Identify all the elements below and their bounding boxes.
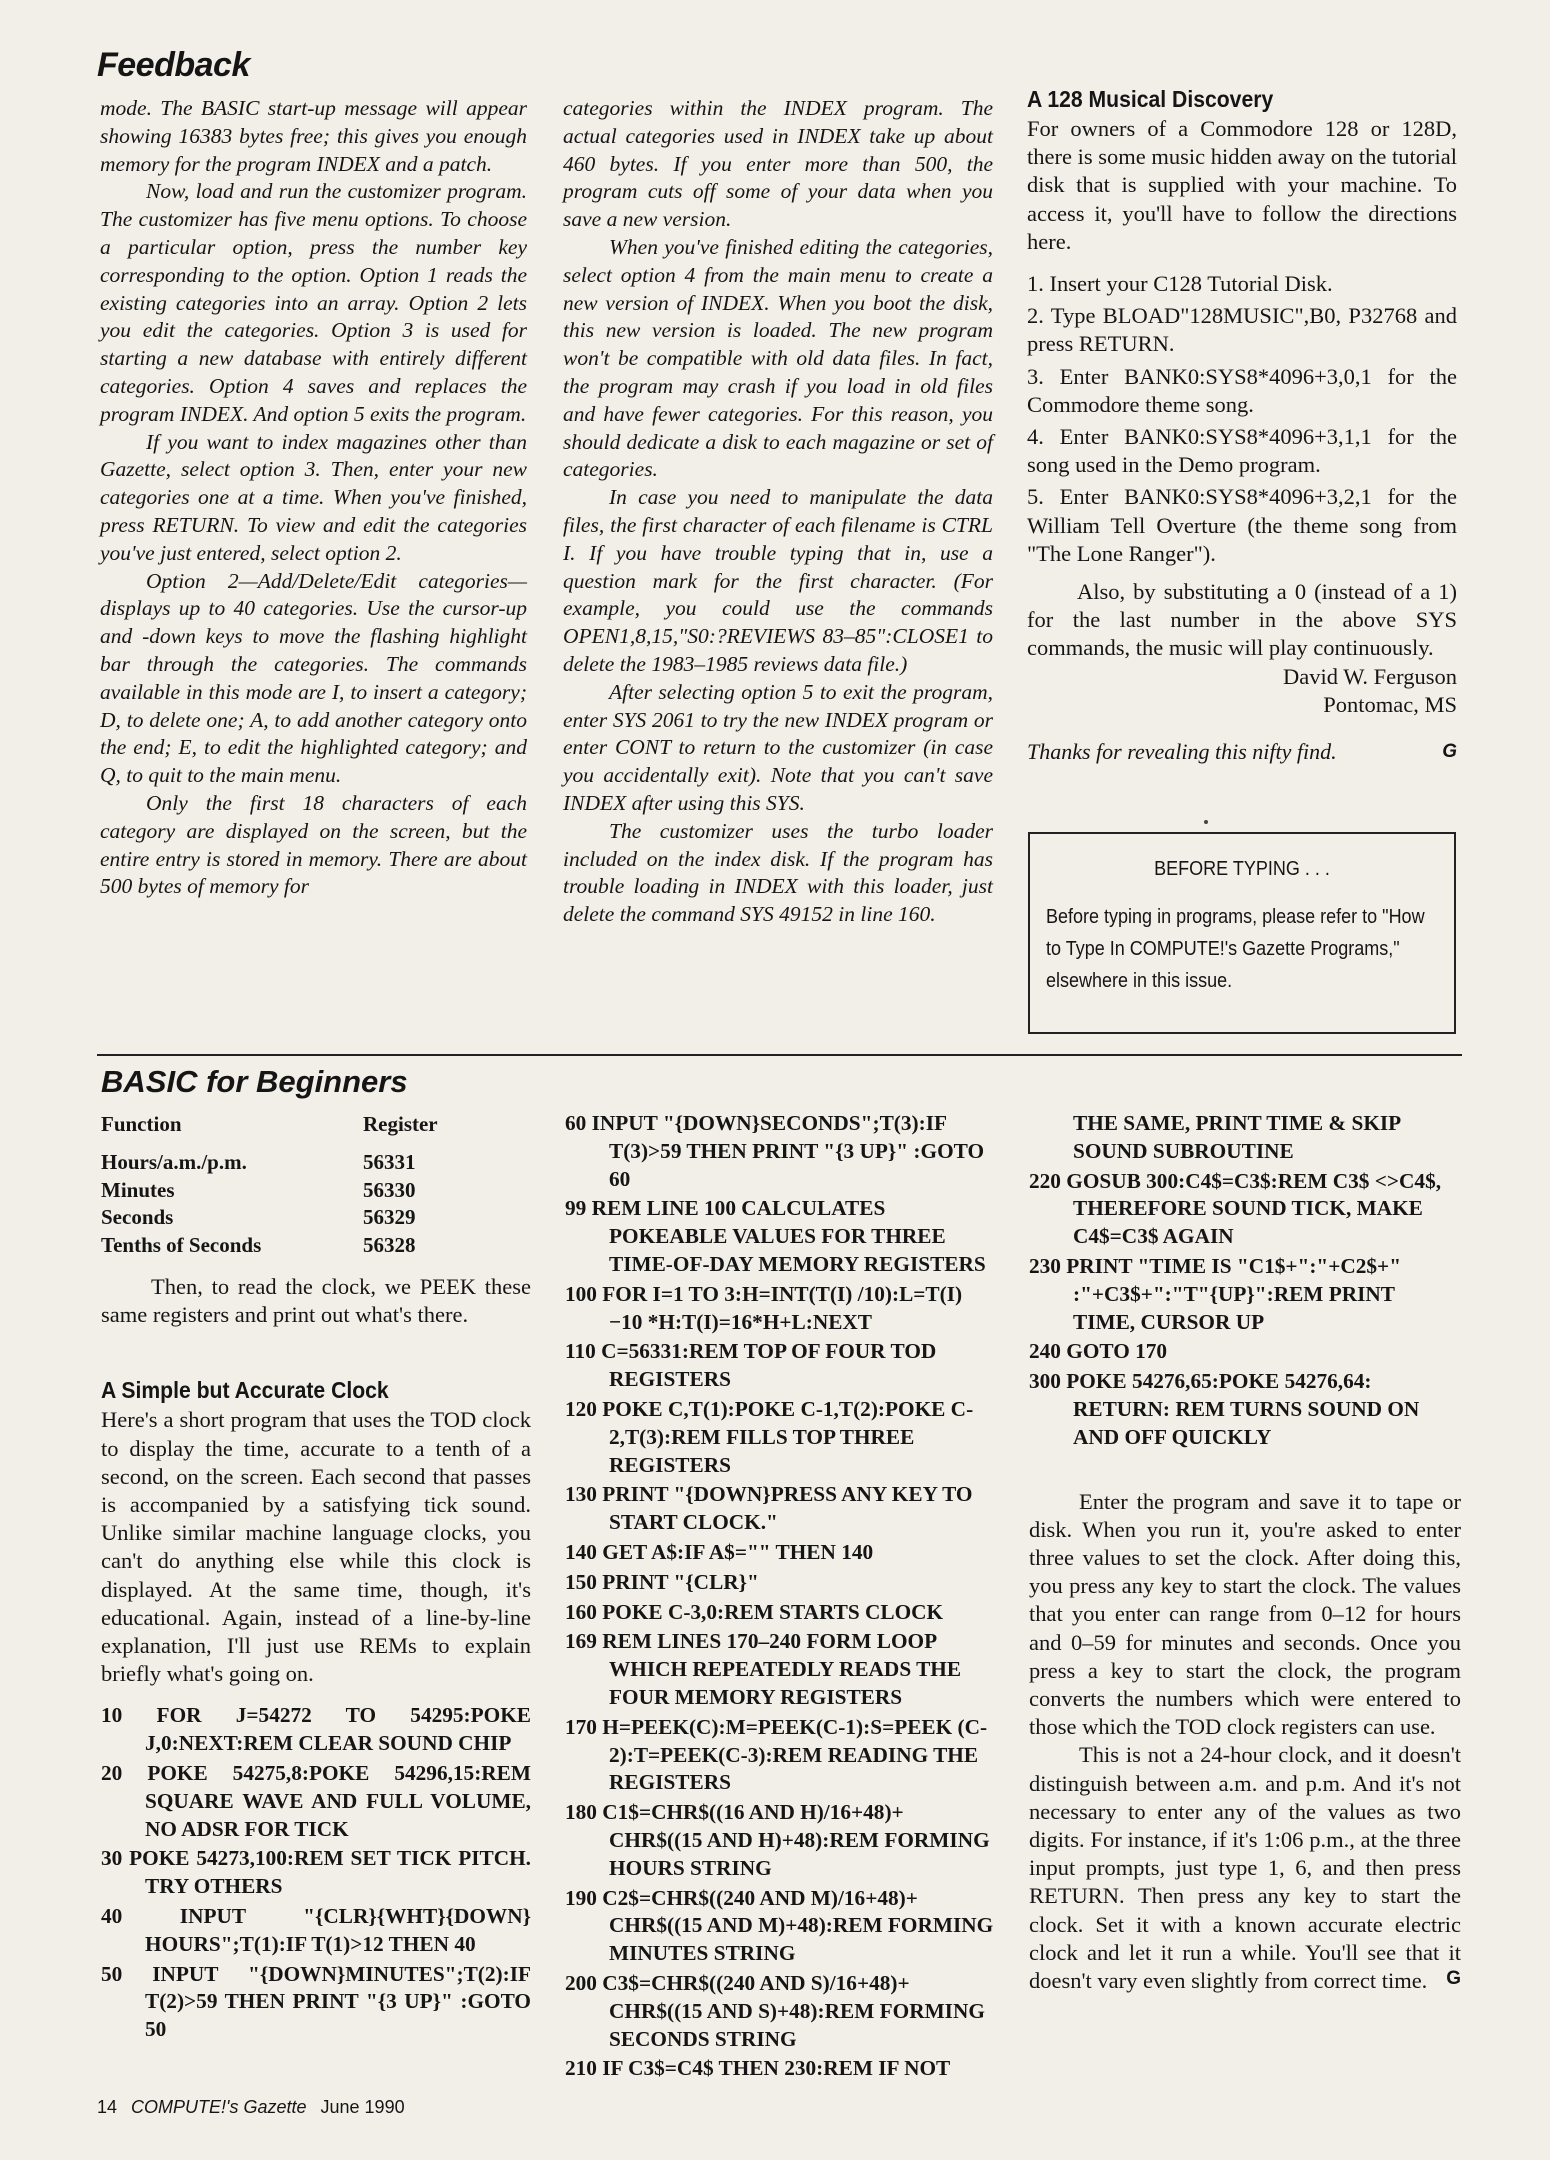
code-line: 210 IF C3$=C4$ THEN 230:REM IF NOT [565,2056,951,2081]
code-line: 130 PRINT "{DOWN}PRESS ANY KEY TO START CLOCK." [565,1482,973,1535]
feedback-column-1 [100,95,527,901]
thanks-line [1027,738,1457,766]
end-mark-logo: G [1446,1968,1461,1990]
step-item: 2. Type BLOAD"128MUSIC",B0, P32768 and press RETURN. [1027,303,1457,357]
table-row [101,1232,438,1260]
explanation-text [1029,1488,1461,1996]
basic-column-3 [1029,1110,1461,1995]
code-line: 99 REM LINE 100 CALCULATES POKEABLE VALUES FOR THREE TIME-OF-DAY MEMORY REGISTERS [565,1196,986,1276]
code-listing-3 [1029,1110,1461,1452]
clock-intro: Here's a short program that uses the TOD clock to display the time, accurate to a tenth of a second, on the screen. Each second that passes is accompanied by a satisfying tick sound. Unlike similar machine language clocks, you can't do anything else while this clock is displayed. At the same time, though, it's educational. Again, instead of a line-by-line explanation, I'll just use REMs to explain briefly what's going on. [101,1407,531,1687]
code-line: 300 POKE 54276,65:POKE 54276,64: RETURN: REM TURNS SOUND ON AND OFF QUICKLY [1029,1369,1420,1449]
code-line: 120 POKE C,T(1):POKE C-1,T(2):POKE C-2,T(3):REM FILLS TOP THREE REGISTERS [565,1396,974,1477]
code-line: 30 POKE 54273,100:REM SET TICK PITCH. TRY OTHERS [101,1846,531,1899]
table-cell: Hours/a.m./p.m. [101,1150,247,1175]
paragraph-text: This is not a 24-hour clock, and it doesn't distinguish between a.m. and p.m. And it's not necessary to enter any of the values as two digits. For instance, if it's 1:06 p.m., at the three input prompts, just type 1, 6, and then press RETURN. Then press any key to start the clock. Set it with a known accurate electric clock and let it run a while. You'll see that it doesn't vary even slightly from correct time. [1029,1742,1461,1994]
table-row [101,1177,438,1205]
table-row [101,1204,438,1232]
code-line: 190 C2$=CHR$((240 AND M)/16+48)+ CHR$((15 AND M)+48):REM FORMING MINUTES STRING [565,1885,994,1966]
signature-place: Pontomac, MS [1323,692,1457,718]
code-line: 100 FOR I=1 TO 3:H=INT(T(I) /10):L=T(I)−10 *H:T(I)=16*H+L:NEXT [565,1281,963,1334]
decorative-dot [1204,820,1208,824]
paragraph: In case you need to manipulate the data files, the first character of each filename is CTRL I. If you have trouble typing that in, use a question mark for the first character. (For example, you could use the commands OPEN1,8,15,"S0:?REVIEWS 83–85":CLOSE1 to delete the 1983–1985 reviews data file.) [563,485,993,676]
code-line: 110 C=56331:REM TOP OF FOUR TOD REGISTERS [565,1339,937,1392]
before-typing-body: Before typing in programs, please refer to "How to Type In COMPUTE!'s Gazette Programs," elsewhere in this issue. [1046,906,1425,992]
paragraph [1029,1741,1461,1995]
step-item: 3. Enter BANK0:SYS8*4096+3,0,1 for the Commodore theme song. [1027,363,1457,417]
code-line: 170 H=PEEK(C):M=PEEK(C-1):S=PEEK (C-2):T=PEEK(C-3):REM READING THE REGISTERS [565,1714,988,1795]
code-line: 160 POKE C-3,0:REM STARTS CLOCK [565,1599,944,1624]
code-line: 50 INPUT "{DOWN}MINUTES";T(2):IF T(2)>59 THEN PRINT "{3 UP}" :GOTO 50 [101,1961,531,2042]
signature-name: David W. Ferguson [1283,663,1457,689]
code-line: 230 PRINT "TIME IS "C1$+":"+C2$+" :"+C3$+":"T"{UP}":REM PRINT TIME, CURSOR UP [1029,1253,1402,1334]
code-line: 200 C3$=CHR$((240 AND S)/16+48)+ CHR$((15 AND S)+48):REM FORMING SECONDS STRING [565,1970,985,2051]
table-header-row [101,1112,438,1149]
musical-discovery-section [1027,86,1457,766]
clock-subheading: A Simple but Accurate Clock [101,1377,389,1404]
paragraph: Only the first 18 characters of each category are displayed on the screen, but the entire entry is stored in memory. There are about 500 bytes of memory for [100,790,527,899]
paragraph: After selecting option 5 to exit the program, enter SYS 2061 to try the new INDEX program or enter CONT to return to the customizer (in case you accidentally exit). Note that you can't save INDEX after using this SYS. [563,679,993,815]
after-table-text: Then, to read the clock, we PEEK these same registers and print out what's there. [101,1274,531,1328]
page-footer [97,2097,405,2118]
table-cell: 56328 [363,1232,416,1257]
table-cell: Seconds [101,1205,174,1230]
paragraph: Now, load and run the customizer program. The customizer has five menu options. To choose a particular option, press the number key corresponding to the option. Option 1 reads the existing categories into an array. Option 2 lets you edit the categories. Option 3 is used for starting a new database with entirely different categories. Option 4 saves and replaces the program INDEX. And option 5 exits the program. [100,179,527,426]
paragraph: Enter the program and save it to tape or disk. When you run it, you're asked to enter three values to set the clock. After doing this, you press any key to start the clock. The values that you enter can range from 0–12 for hours and 0–59 for minutes and seconds. Once you press a key to start the clock, the program converts the numbers which were entered to those which the TOD clock registers can use. [1029,1488,1461,1740]
feedback-column-2 [563,95,993,929]
basic-heading: BASIC for Beginners [101,1064,408,1099]
step-item: 4. Enter BANK0:SYS8*4096+3,1,1 for the song used in the Demo program. [1027,424,1457,478]
code-line: 20 POKE 54275,8:POKE 54296,15:REM SQUARE WAVE AND FULL VOLUME, NO ADSR FOR TICK [101,1761,531,1841]
table-cell: 56329 [363,1205,416,1230]
code-line: 40 INPUT "{CLR}{WHT}{DOWN} HOURS";T(1):IF T(1)>12 THEN 40 [101,1904,531,1956]
table-cell: Minutes [101,1177,175,1202]
musical-intro: For owners of a Commodore 128 or 128D, there is some music hidden away on the tutorial disk that is supplied with your machine. To access it, you'll have to follow the directions here. [1027,116,1457,254]
step-item: 1. Insert your C128 Tutorial Disk. [1027,271,1333,297]
before-typing-title: BEFORE TYPING . . . [1154,858,1330,880]
basic-column-1 [101,1112,531,2046]
basic-column-2 [565,1110,995,2085]
code-line: 150 PRINT "{CLR}" [565,1569,759,1594]
paragraph: When you've finished editing the categories, select option 4 from the main menu to create a new version of INDEX. When you boot the disk, this new version is loaded. The new program won't be compatible with old data files. In fact, the program may crash if you load in old files and have fewer categories. For this reason, you should dedicate a disk to each magazine or set of categories. [563,234,993,482]
table-cell: 56331 [363,1150,416,1175]
code-line: 10 FOR J=54272 TO 54295:POKE J,0:NEXT:REM CLEAR SOUND CHIP [101,1703,531,1756]
code-listing-1 [101,1702,531,2044]
issue-date: June 1990 [320,2097,405,2117]
magazine-name: COMPUTE!'s Gazette [131,2097,307,2117]
feedback-heading: Feedback [97,46,250,84]
page-number: 14 [97,2097,118,2117]
end-mark-logo: G [1442,740,1457,762]
paragraph: The customizer uses the turbo loader included on the index disk. If the program has trouble loading in INDEX with this loader, just delete the command SYS 49152 in line 160. [563,818,993,927]
code-line: 220 GOSUB 300:C4$=C3$:REM C3$ <>C4$, THEREFORE SOUND TICK, MAKE C4$=C3$ AGAIN [1029,1168,1442,1249]
table-row [101,1149,438,1177]
paragraph: mode. The BASIC start-up message will appear showing 16383 bytes free; this gives you enough memory for the program INDEX and a patch. [100,96,527,176]
paragraph: Option 2—Add/Delete/Edit categories—displays up to 40 categories. Use the cursor-up and -down keys to move the flashing highlight bar through the categories. The commands available in this mode are I, to insert a category; D, to delete one; A, to add another category onto the end; E, to edit the highlighted category; and Q, to quit to the main menu. [100,568,527,788]
register-table [101,1112,438,1259]
paragraph: categories within the INDEX program. The actual categories used in INDEX take up about 460 bytes. If you enter more than 500, the program cuts off some of your data when you save a new version. [563,96,993,232]
code-line: 140 GET A$:IF A$="" THEN 140 [565,1539,874,1564]
musical-steps [1027,270,1457,568]
code-line: THE SAME, PRINT TIME & SKIP SOUND SUBROUTINE [1073,1111,1401,1163]
step-item: 5. Enter BANK0:SYS8*4096+3,2,1 for the William Tell Overture (the theme song from "The Lone Ranger"). [1027,484,1457,566]
paragraph: If you want to index magazines other than Gazette, select option 3. Then, enter your new categories one at a time. When you've finished, press RETURN. To view and edit the categories you've just entered, select option 2. [100,429,527,565]
table-cell: 56330 [363,1177,416,1202]
thanks-text: Thanks for revealing this nifty find. [1027,738,1337,764]
code-line: 240 GOTO 170 [1029,1339,1168,1364]
before-typing-box [1028,832,1456,1034]
section-divider [97,1054,1462,1056]
musical-also: Also, by substituting a 0 (instead of a 1) for the last number in the above SYS commands, the music will play continuously. [1027,579,1457,661]
musical-heading: A 128 Musical Discovery [1027,86,1274,112]
table-header: Function [101,1112,182,1136]
code-line: 169 REM LINES 170–240 FORM LOOP WHICH REPEATEDLY READS THE FOUR MEMORY REGISTERS [565,1629,962,1709]
code-line: 60 INPUT "{DOWN}SECONDS";T(3):IF T(3)>59 THEN PRINT "{3 UP}" :GOTO 60 [565,1111,985,1191]
table-header: Register [363,1112,438,1136]
code-line: 180 C1$=CHR$((16 AND H)/16+48)+ CHR$((15 AND H)+48):REM FORMING HOURS STRING [565,1800,990,1880]
table-cell: Tenths of Seconds [101,1232,262,1257]
